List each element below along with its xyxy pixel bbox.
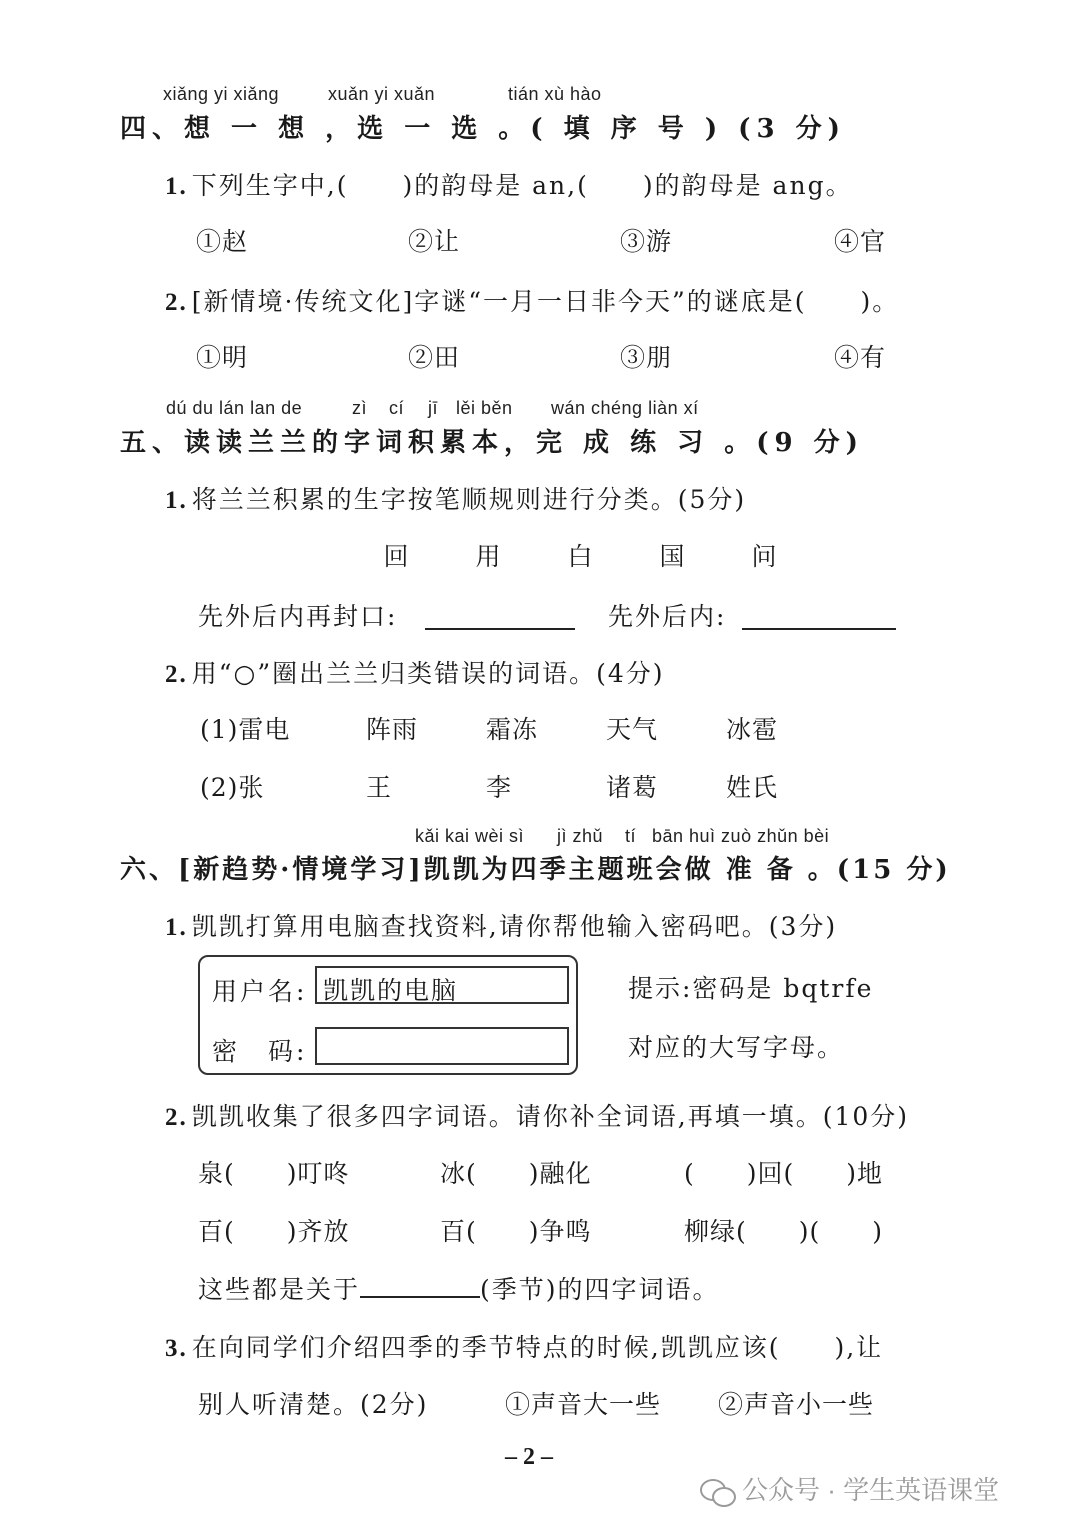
sec6-pinyin-3: tí xyxy=(625,826,637,846)
question-text: 将兰兰积累的生字按笔顺规则进行分类。(5分) xyxy=(191,485,747,514)
idiom-item[interactable]: 百( )齐放 xyxy=(198,1217,350,1246)
sec5-pinyin-5: lěi běn xyxy=(456,398,513,418)
idiom-item[interactable]: 冰( )融化 xyxy=(440,1159,592,1188)
answer-blank-2[interactable] xyxy=(742,604,896,634)
word-item[interactable]: 霜冻 xyxy=(486,715,539,744)
season-line-suffix: (季节)的四字词语。 xyxy=(480,1275,720,1304)
idiom-item[interactable]: 百( )争鸣 xyxy=(440,1217,592,1246)
password-hint-line1: 提示:密码是 bqtrfe xyxy=(628,974,874,1003)
sec6-q2 xyxy=(165,1097,909,1133)
sec4-q2-option-4[interactable]: ④有 xyxy=(834,343,887,372)
question-text: 用“○”圈出兰兰归类错误的词语。(4分) xyxy=(191,659,665,688)
sec5-pinyin-4: jī xyxy=(428,398,438,418)
sec6-q3-option-2[interactable]: ②声音小一些 xyxy=(718,1390,875,1419)
password-hint-line2: 对应的大写字母。 xyxy=(628,1033,845,1062)
sec4-pinyin-3: tián xù hào xyxy=(508,84,602,104)
char-item: 回 xyxy=(383,542,409,571)
sec4-pinyin-1: xiǎng yi xiǎng xyxy=(163,84,280,104)
word-item[interactable]: 阵雨 xyxy=(366,715,419,744)
sec4-q2-option-1[interactable]: ①明 xyxy=(196,343,249,372)
sec4-q1-option-2[interactable]: ②让 xyxy=(408,227,461,256)
season-line-prefix: 这些都是关于 xyxy=(198,1275,361,1304)
question-number: 3. xyxy=(165,1335,188,1362)
idiom-item[interactable]: ( )回( )地 xyxy=(684,1159,884,1188)
word-item[interactable]: 姓氏 xyxy=(726,773,779,802)
question-number: 2. xyxy=(165,1104,188,1131)
sort-label-2: 先外后内: xyxy=(608,602,727,631)
word-item[interactable]: (1)雷电 xyxy=(200,715,291,744)
watermark-text: 公众号 · 学生英语课堂 xyxy=(742,1475,1000,1505)
word-item[interactable]: 李 xyxy=(486,773,513,802)
idiom-item[interactable]: 柳绿( )( ) xyxy=(684,1217,884,1246)
question-text: [新情境·传统文化]字谜“一月一日非今天”的谜底是( )。 xyxy=(191,287,900,316)
question-number: 1. xyxy=(165,487,188,514)
sec4-q1-option-4[interactable]: ④官 xyxy=(834,227,887,256)
sec4-q1-option-3[interactable]: ③游 xyxy=(620,227,673,256)
username-value: 凯凯的电脑 xyxy=(323,976,459,1005)
page-number: – 2 – xyxy=(505,1444,553,1470)
sec6-pinyin-1: kǎi kai wèi sì xyxy=(415,826,525,846)
sec4-q1-option-1[interactable]: ①赵 xyxy=(196,227,249,256)
sec4-q2-option-3[interactable]: ③朋 xyxy=(620,343,673,372)
word-item[interactable]: 王 xyxy=(366,773,393,802)
sec6-q1 xyxy=(165,907,837,943)
sec6-q3-option-1[interactable]: ①声音大一些 xyxy=(505,1390,662,1419)
sec5-pinyin-2: zì xyxy=(352,398,368,418)
question-number: 2. xyxy=(165,289,188,316)
question-text: 凯凯收集了很多四字词语。请你补全词语,再填一填。(10分) xyxy=(191,1102,910,1131)
char-item: 国 xyxy=(659,542,685,571)
sec4-pinyin-2: xuǎn yi xuǎn xyxy=(328,84,436,104)
idiom-item[interactable]: 泉( )叮咚 xyxy=(198,1159,350,1188)
word-item[interactable]: 冰雹 xyxy=(726,715,779,744)
watermark xyxy=(700,1470,999,1507)
answer-blank-1[interactable] xyxy=(425,604,575,634)
question-text: 凯凯打算用电脑查找资料,请你帮他输入密码吧。(3分) xyxy=(191,912,838,941)
sort-label-1: 先外后内再封口: xyxy=(198,602,398,631)
word-item[interactable]: (2)张 xyxy=(200,773,265,802)
question-number: 1. xyxy=(165,173,188,200)
question-text: 在向同学们介绍四季的季节特点的时候,凯凯应该( ),让 xyxy=(191,1333,884,1362)
sec6-pinyin-2: jì zhǔ xyxy=(557,826,604,846)
sec5-q1 xyxy=(165,480,746,516)
char-list xyxy=(350,537,810,573)
username-field[interactable] xyxy=(315,966,569,1004)
sec5-pinyin-3: cí xyxy=(389,398,405,418)
sec6-title: 六、[新趋势·情境学习]凯凯为四季主题班会做 准 备 。(15 分) xyxy=(120,855,951,885)
sec5-pinyin-6: wán chéng liàn xí xyxy=(551,398,699,418)
char-item: 用 xyxy=(475,542,501,571)
sec4-q2 xyxy=(165,282,899,318)
sec6-pinyin-4: bān huì zuò zhǔn bèi xyxy=(652,826,830,846)
sec5-pinyin-1: dú du lán lan de xyxy=(166,398,303,418)
wechat-icon xyxy=(700,1479,734,1505)
sec5-q2 xyxy=(165,654,665,690)
word-item[interactable]: 天气 xyxy=(606,715,659,744)
season-line xyxy=(198,1270,720,1306)
word-item[interactable]: 诸葛 xyxy=(606,773,659,802)
sec6-q3 xyxy=(165,1328,883,1364)
sec4-q2-option-2[interactable]: ②田 xyxy=(408,343,461,372)
question-number: 1. xyxy=(165,914,188,941)
sec4-q1 xyxy=(165,166,853,202)
season-blank[interactable] xyxy=(360,1272,480,1298)
sec4-title: 四、想 一 想 ，选 一 选 。( 填 序 号 ) (3 分) xyxy=(120,114,846,144)
char-item: 白 xyxy=(567,542,593,571)
username-label: 用户名: xyxy=(212,977,308,1006)
question-text: 下列生字中,( )的韵母是 an,( )的韵母是 ang。 xyxy=(191,171,853,200)
password-field[interactable] xyxy=(315,1027,569,1065)
question-number: 2. xyxy=(165,661,188,688)
sec5-title: 五、读读兰兰的字词积累本，完 成 练 习 。(9 分) xyxy=(120,428,864,458)
char-item: 问 xyxy=(751,542,777,571)
password-label: 密 码: xyxy=(212,1037,308,1066)
sec6-q3-line2: 别人听清楚。(2分) xyxy=(198,1390,429,1419)
